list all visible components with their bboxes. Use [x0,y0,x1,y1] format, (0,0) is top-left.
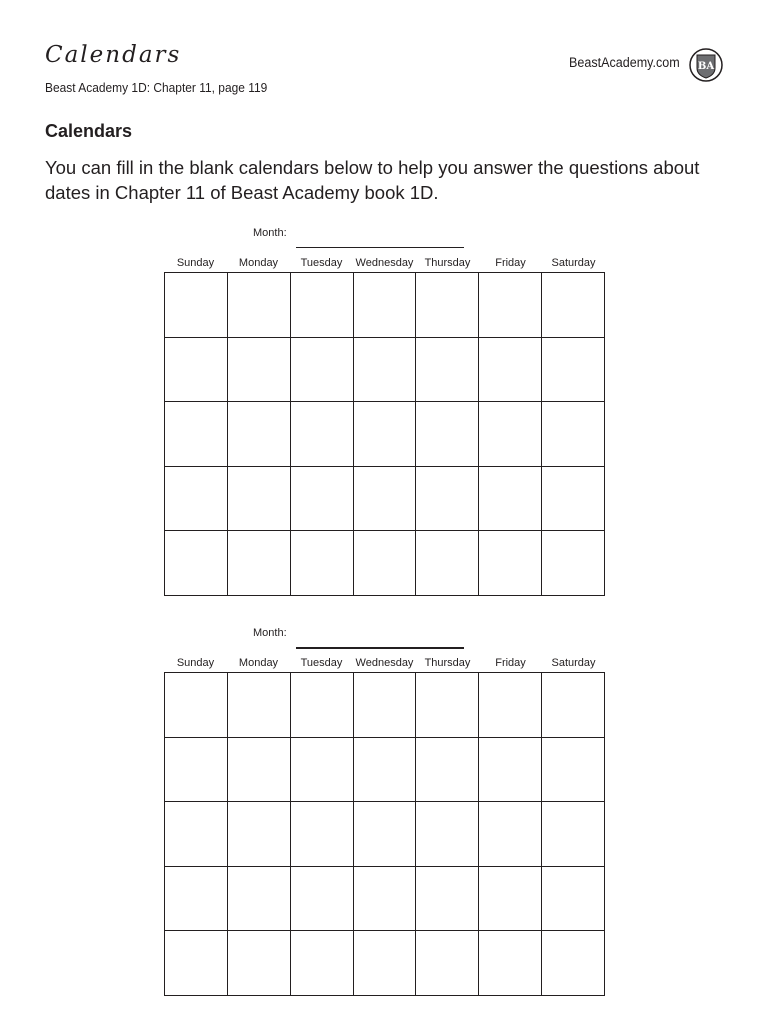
calendar-day-cell[interactable] [165,673,228,738]
calendar-day-cell[interactable] [354,867,417,932]
calendar-day-cell[interactable] [354,402,417,467]
calendar-day-cell[interactable] [291,867,354,932]
month-label: Month: [253,627,287,639]
calendar-grid [164,272,605,596]
calendar-day-cell[interactable] [479,273,542,338]
calendar-day-cell[interactable] [291,338,354,403]
day-header-thursday: Thursday [424,257,471,269]
calendar-day-cell[interactable] [354,673,417,738]
calendar-day-cell[interactable] [416,402,479,467]
calendar-day-cell[interactable] [291,467,354,532]
calendar-2 [164,624,605,998]
day-header-monday: Monday [238,257,279,269]
calendar-day-cell[interactable] [165,802,228,867]
calendar-day-cell[interactable] [542,802,605,867]
calendar-day-cell[interactable] [354,931,417,996]
calendar-day-cell[interactable] [165,402,228,467]
calendar-day-cell[interactable] [165,531,228,596]
day-header-tuesday: Tuesday [300,257,343,269]
intro-paragraph: You can fill in the blank calendars below to help you answer the questions about dates in Chapter 11 of Beast Academy book 1D. [45,157,700,203]
calendar-day-cell[interactable] [165,738,228,803]
calendar-day-cell[interactable] [354,531,417,596]
day-header-row [164,657,605,669]
day-header-tuesday: Tuesday [300,657,343,669]
day-header-thursday: Thursday [424,657,471,669]
calendar-day-cell[interactable] [354,802,417,867]
calendar-day-cell[interactable] [479,402,542,467]
calendar-day-cell[interactable] [228,338,291,403]
site-link[interactable]: BeastAcademy.com [569,55,680,70]
calendar-day-cell[interactable] [165,931,228,996]
calendar-grid [164,672,605,996]
calendar-day-cell[interactable] [354,467,417,532]
calendar-day-cell[interactable] [542,467,605,532]
calendar-day-cell[interactable] [479,738,542,803]
calendar-day-cell[interactable] [542,931,605,996]
month-input-line[interactable] [296,247,464,248]
calendar-day-cell[interactable] [228,273,291,338]
calendar-day-cell[interactable] [416,867,479,932]
day-header-wednesday: Wednesday [355,657,414,669]
calendar-day-cell[interactable] [479,867,542,932]
calendar-day-cell[interactable] [228,867,291,932]
day-header-row [164,257,605,269]
calendar-day-cell[interactable] [479,467,542,532]
day-header-saturday: Saturday [551,257,596,269]
calendar-day-cell[interactable] [165,273,228,338]
calendar-day-cell[interactable] [542,738,605,803]
calendar-day-cell[interactable] [542,338,605,403]
calendar-day-cell[interactable] [228,673,291,738]
calendar-day-cell[interactable] [479,802,542,867]
calendar-day-cell[interactable] [542,402,605,467]
calendar-day-cell[interactable] [416,802,479,867]
calendar-day-cell[interactable] [291,273,354,338]
calendar-day-cell[interactable] [228,738,291,803]
day-header-friday: Friday [495,257,526,269]
month-input-line[interactable] [296,647,464,649]
calendar-day-cell[interactable] [479,931,542,996]
calendar-day-cell[interactable] [416,531,479,596]
calendar-day-cell[interactable] [479,673,542,738]
day-header-sunday: Sunday [176,657,215,669]
logo-lettering: BA [697,61,715,72]
calendar-day-cell[interactable] [542,673,605,738]
calendar-day-cell[interactable] [354,273,417,338]
calendar-day-cell[interactable] [291,402,354,467]
calendar-day-cell[interactable] [416,673,479,738]
chapter-subtitle: Beast Academy 1D: Chapter 11, page 119 [45,80,268,95]
calendar-day-cell[interactable] [291,673,354,738]
calendar-day-cell[interactable] [354,738,417,803]
calendar-day-cell[interactable] [228,531,291,596]
calendar-day-cell[interactable] [416,931,479,996]
calendar-day-cell[interactable] [291,802,354,867]
calendar-day-cell[interactable] [228,467,291,532]
day-header-monday: Monday [238,657,279,669]
calendar-day-cell[interactable] [542,867,605,932]
calendar-1 [164,224,605,596]
calendar-day-cell[interactable] [542,273,605,338]
day-header-saturday: Saturday [551,657,596,669]
calendar-day-cell[interactable] [165,338,228,403]
calendar-day-cell[interactable] [291,931,354,996]
section-heading: Calendars [45,121,133,141]
calendar-day-cell[interactable] [416,338,479,403]
calendar-day-cell[interactable] [165,467,228,532]
calendar-day-cell[interactable] [416,273,479,338]
calendar-day-cell[interactable] [416,467,479,532]
calendar-day-cell[interactable] [165,867,228,932]
day-header-friday: Friday [495,657,526,669]
calendar-day-cell[interactable] [542,531,605,596]
month-label: Month: [253,227,287,239]
calendar-day-cell[interactable] [291,738,354,803]
calendar-day-cell[interactable] [291,531,354,596]
calendar-day-cell[interactable] [479,338,542,403]
script-title: Calendars [45,42,182,68]
day-header-sunday: Sunday [176,257,215,269]
calendar-day-cell[interactable] [354,338,417,403]
beast-academy-logo-icon [689,48,723,82]
calendar-day-cell[interactable] [228,931,291,996]
calendar-day-cell[interactable] [228,802,291,867]
calendar-day-cell[interactable] [416,738,479,803]
day-header-wednesday: Wednesday [355,257,414,269]
calendar-day-cell[interactable] [228,402,291,467]
calendar-day-cell[interactable] [479,531,542,596]
